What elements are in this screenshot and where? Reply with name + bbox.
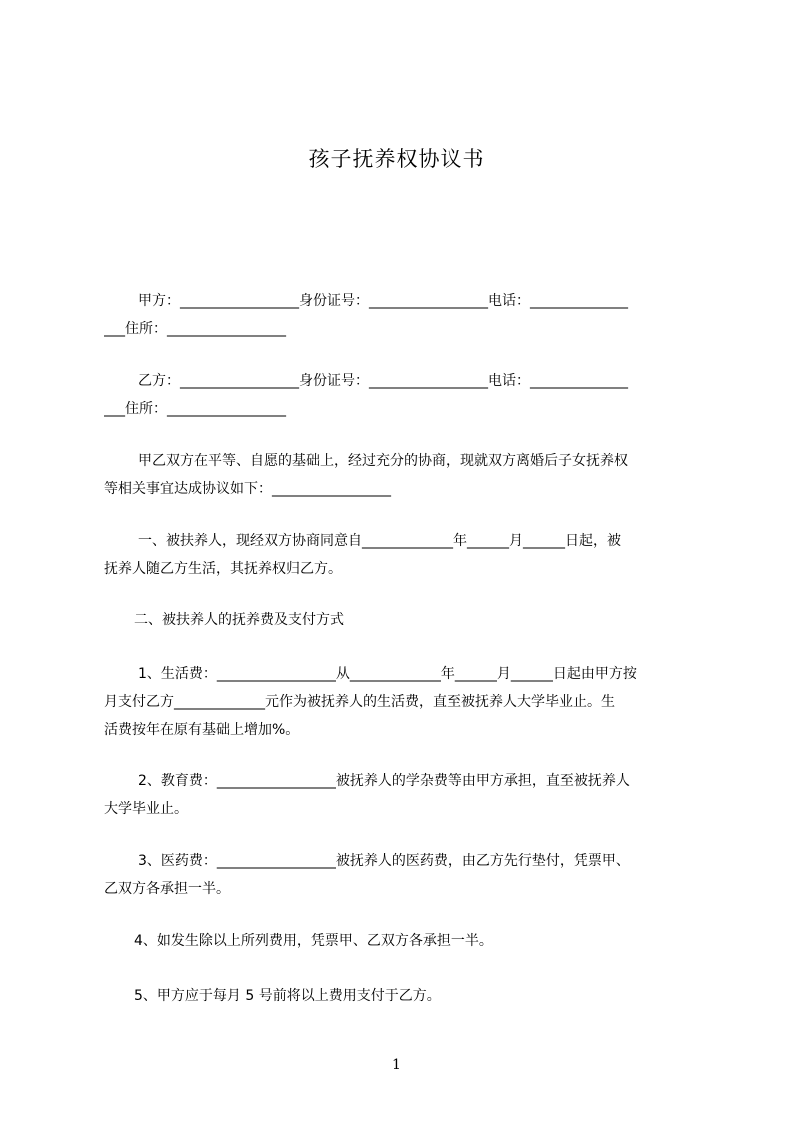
clause-2-heading [104,606,704,634]
party-a-paragraph [104,287,704,343]
item-1-paragraph [104,660,704,744]
item-5-line-1: 5、甲方应于每月 5 号前将以上费用支付于乙方。 [134,988,441,1004]
item-4-line-1: 4、如发生除以上所列费用，凭票甲、乙双方各承担一半。 [134,933,493,949]
item-1-line-3: 活费按年在原有基础上增加%。 [104,722,300,738]
clause-1-line-2: 抚养人随乙方生活，其抚养权归乙方。 [104,561,342,577]
party-b-line-2: ___住所：_________________ [104,401,286,417]
document-title: 孩子抚养权协议书 [308,147,485,171]
item-1-line-1: 1、生活费：_________________从_____________年______月______日起由甲方按 [138,666,637,682]
clause-2-line-1: 二、被扶养人的抚养费及支付方式 [134,612,344,628]
party-a-line-2: ___住所：_________________ [104,321,286,337]
item-2-line-1: 2、教育费：_________________被抚养人的学杂费等由甲方承担，直至被抚养人 [138,773,630,789]
item-2-paragraph [104,767,704,823]
item-1-line-2: 月支付乙方_____________元作为被抚养人的生活费，直至被抚养人大学毕业止。生 [104,694,615,710]
preamble-line-2: 等相关事宜达成协议如下：_________________ [104,481,391,497]
page-number: 1 [392,1057,401,1073]
party-b-paragraph [104,367,704,423]
item-3-line-2: 乙双方各承担一半。 [104,881,230,897]
item-3-line-1: 3、医药费：_________________被抚养人的医药费，由乙方先行垫付，凭票甲、 [138,853,630,869]
clause-1-paragraph [104,527,704,583]
preamble-line-1: 甲乙双方在平等、自愿的基础上，经过充分的协商，现就双方离婚后子女抚养权 [138,453,628,469]
item-3-paragraph [104,847,704,903]
party-b-line-1: 乙方：_________________身份证号：_________________电话：______________ [138,373,628,389]
item-2-line-2: 大学毕业止。 [104,801,188,817]
item-5-paragraph [104,982,704,1010]
preamble-paragraph [104,447,704,503]
party-a-line-1: 甲方：_________________身份证号：_________________电话：______________ [138,293,628,309]
item-4-paragraph [104,927,704,955]
clause-1-line-1: 一、被扶养人，现经双方协商同意自_____________年______月______日起，被 [138,533,621,549]
